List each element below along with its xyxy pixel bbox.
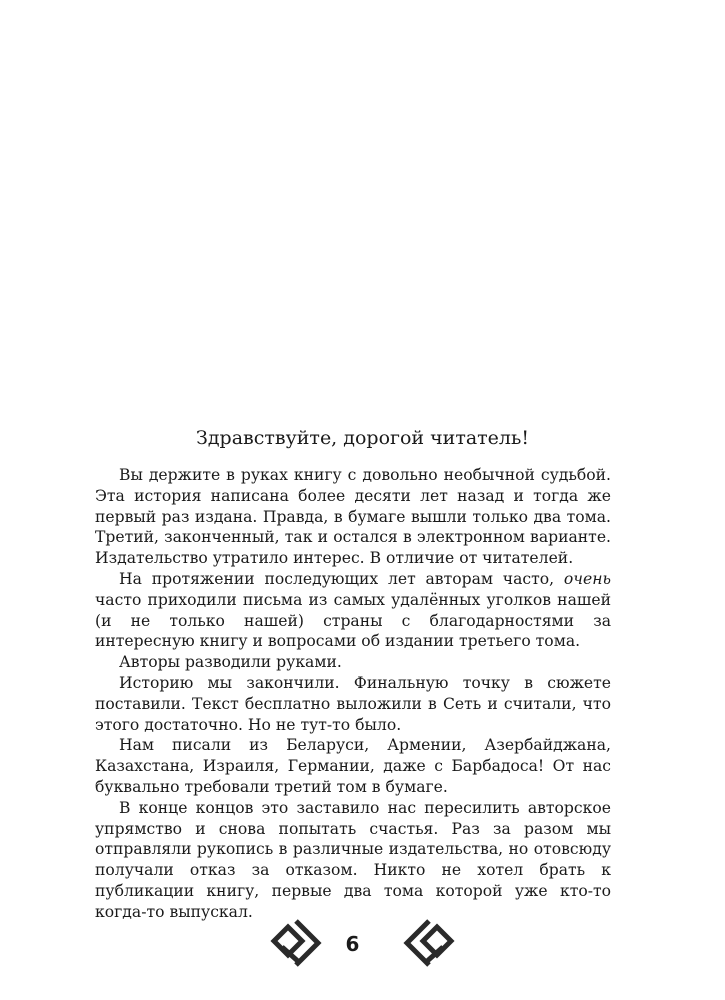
paragraph-6: В конце концов это заставило нас пересилить авторское упрямство и снова попытать счастья. Раз за разом мы отправляли рукопись в различные издательства, но отовсюду получали отказ за отказом. Никто не хотел брать к публикации книгу, первые два тома которой уже кто-то когда-то выпускал.: [95, 798, 611, 921]
body-text: [95, 465, 611, 923]
paragraph-5: Нам писали из Беларуси, Армении, Азербайджана, Казахстана, Израиля, Германии, даже с Барбадоса! От нас буквально требовали третий том в бумаге.: [95, 736, 611, 796]
knot-ornament-icon: [266, 915, 331, 970]
paragraph-1: Вы держите в руках книгу с довольно необычной судьбой. Эта история написана более десяти лет назад и тогда же первый раз издана. Правда, в бумаге вышли только два тома. Третий, законченный, так и остался в электронном варианте. Издательство утратило интерес. В отличие от читателей.: [95, 466, 611, 568]
paragraph-2-end: часто приходили письма из самых удалённых уголков нашей (и не только нашей) страны с благодарностями за интересную книгу и вопросами об издании третьего тома.: [95, 590, 611, 651]
paragraph-2-start: На протяжении последующих лет авторам часто,: [119, 569, 564, 588]
paragraph-3: Авторы разводили руками.: [119, 653, 342, 672]
page-footer: [0, 915, 725, 975]
knot-ornament-icon: [394, 915, 459, 970]
paragraph-4: Историю мы закончили. Финальную точку в сюжете поставили. Текст бесплатно выложили в Сеть и считали, что этого достаточно. Но не тут-то было.: [95, 673, 611, 734]
page-title: Здравствуйте, дорогой читатель!: [196, 427, 529, 449]
emphasis-word: очень: [563, 569, 611, 588]
page-number: 6: [345, 932, 360, 956]
paragraph-2: [95, 569, 611, 652]
